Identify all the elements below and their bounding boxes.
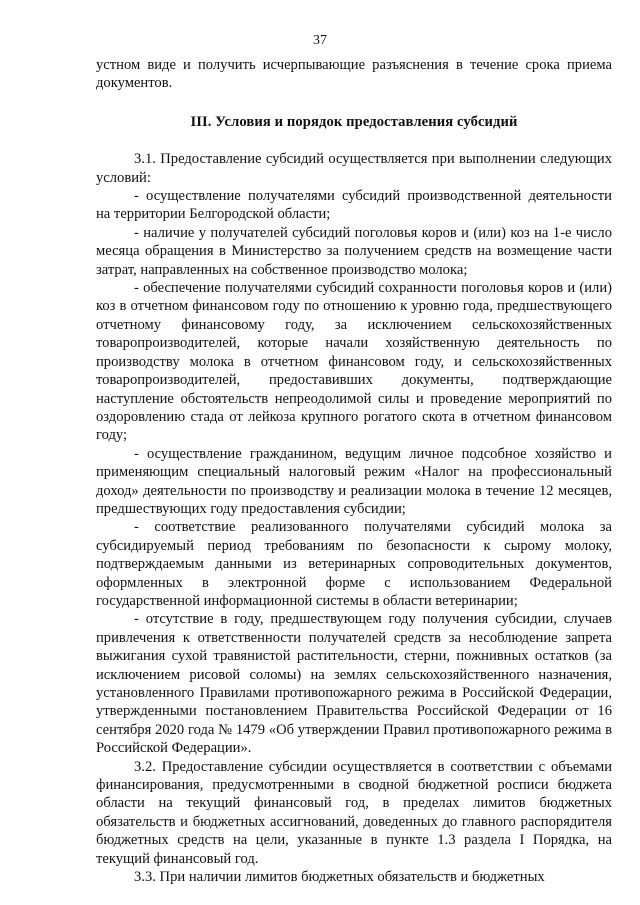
paragraph-3-1: 3.1. Предоставление субсидий осуществляется при выполнении следующих условий: [96, 151, 612, 186]
paragraph-3-2: 3.2. Предоставление субсидии осуществляется в соответствии с объемами финансирования, предусмотренными в сводной бюджетной росписи бюджета области на текущий финансовый год, в пределах лимитов бюджетных обязательств и бюджетных ассигнований, доведенных до главного распорядителя бюджетных средств на цели, указанные в пункте 1.3 раздела I Порядка, на текущий финансовый год. [96, 758, 612, 867]
section-heading: III. Условия и порядок предоставления субсидий [190, 113, 518, 130]
condition-herd-preservation: - обеспечение получателями субсидий сохранности поголовья коров и (или) коз в отчетном финансовом году по отношению к уровню года, предшествующего отчетному финансовому году, за исключением сельскохозяйственных товаропроизводителей, которые начали хозяйственную деятельность по производству молока в отчетном финансовом году, и сельскохозяйственных товаропроизводителей, предоставивших документы, подтверждающие наступление обстоятельств непреодолимой силы и проведение мероприятий по оздоровлению стада от лейкоза крупного рогатого скота в отчетном финансовом году; [96, 280, 612, 444]
condition-milk-safety: - соответствие реализованного получателями субсидий молока за субсидируемый период требованиям по безопасности к сырому молоку, подтверждаемым данными из ветеринарных сопроводительных документов, оформленных в электронной форме с использованием Федеральной государственной информационной системы в области ветеринарии; [96, 519, 612, 609]
condition-territory: - осуществление получателями субсидий производственной деятельности на территории Белгородской области; [96, 188, 612, 223]
document-body [96, 56, 612, 886]
paragraph-3-3: 3.3. При наличии лимитов бюджетных обязательств и бюджетных [134, 869, 545, 886]
condition-fire-safety: - отсутствие в году, предшествующем году получения субсидии, случаев привлечения к ответственности получателей средств за несоблюдение запрета выжигания сухой травянистой растительности, стерни, пожнивных остатков (за исключением рисовой соломы) на землях сельскохозяйственного назначения, установленного Правилами противопожарного режима в Российской Федерации, утвержденными постановлением Правительства Российской Федерации от 16 сентября 2020 года № 1479 «Об утверждении Правил противопожарного режима в Российской Федерации». [96, 611, 612, 757]
intro-paragraph: устном виде и получить исчерпывающие разъяснения в течение срока приема документов. [96, 57, 612, 92]
page-number: 37 [313, 33, 327, 48]
condition-livestock: - наличие у получателей субсидий поголовья коров и (или) коз на 1-е число месяца обращения в Министерство за получением средств на возмещение части затрат, направленных на собственное производство молока; [96, 224, 612, 278]
condition-personal-farm: - осуществление гражданином, ведущим личное подсобное хозяйство и применяющим специальный налоговый режим «Налог на профессиональный доход» деятельности по производству и реализации молока в течение 12 месяцев, предшествующих году предоставления субсидии; [96, 445, 612, 517]
